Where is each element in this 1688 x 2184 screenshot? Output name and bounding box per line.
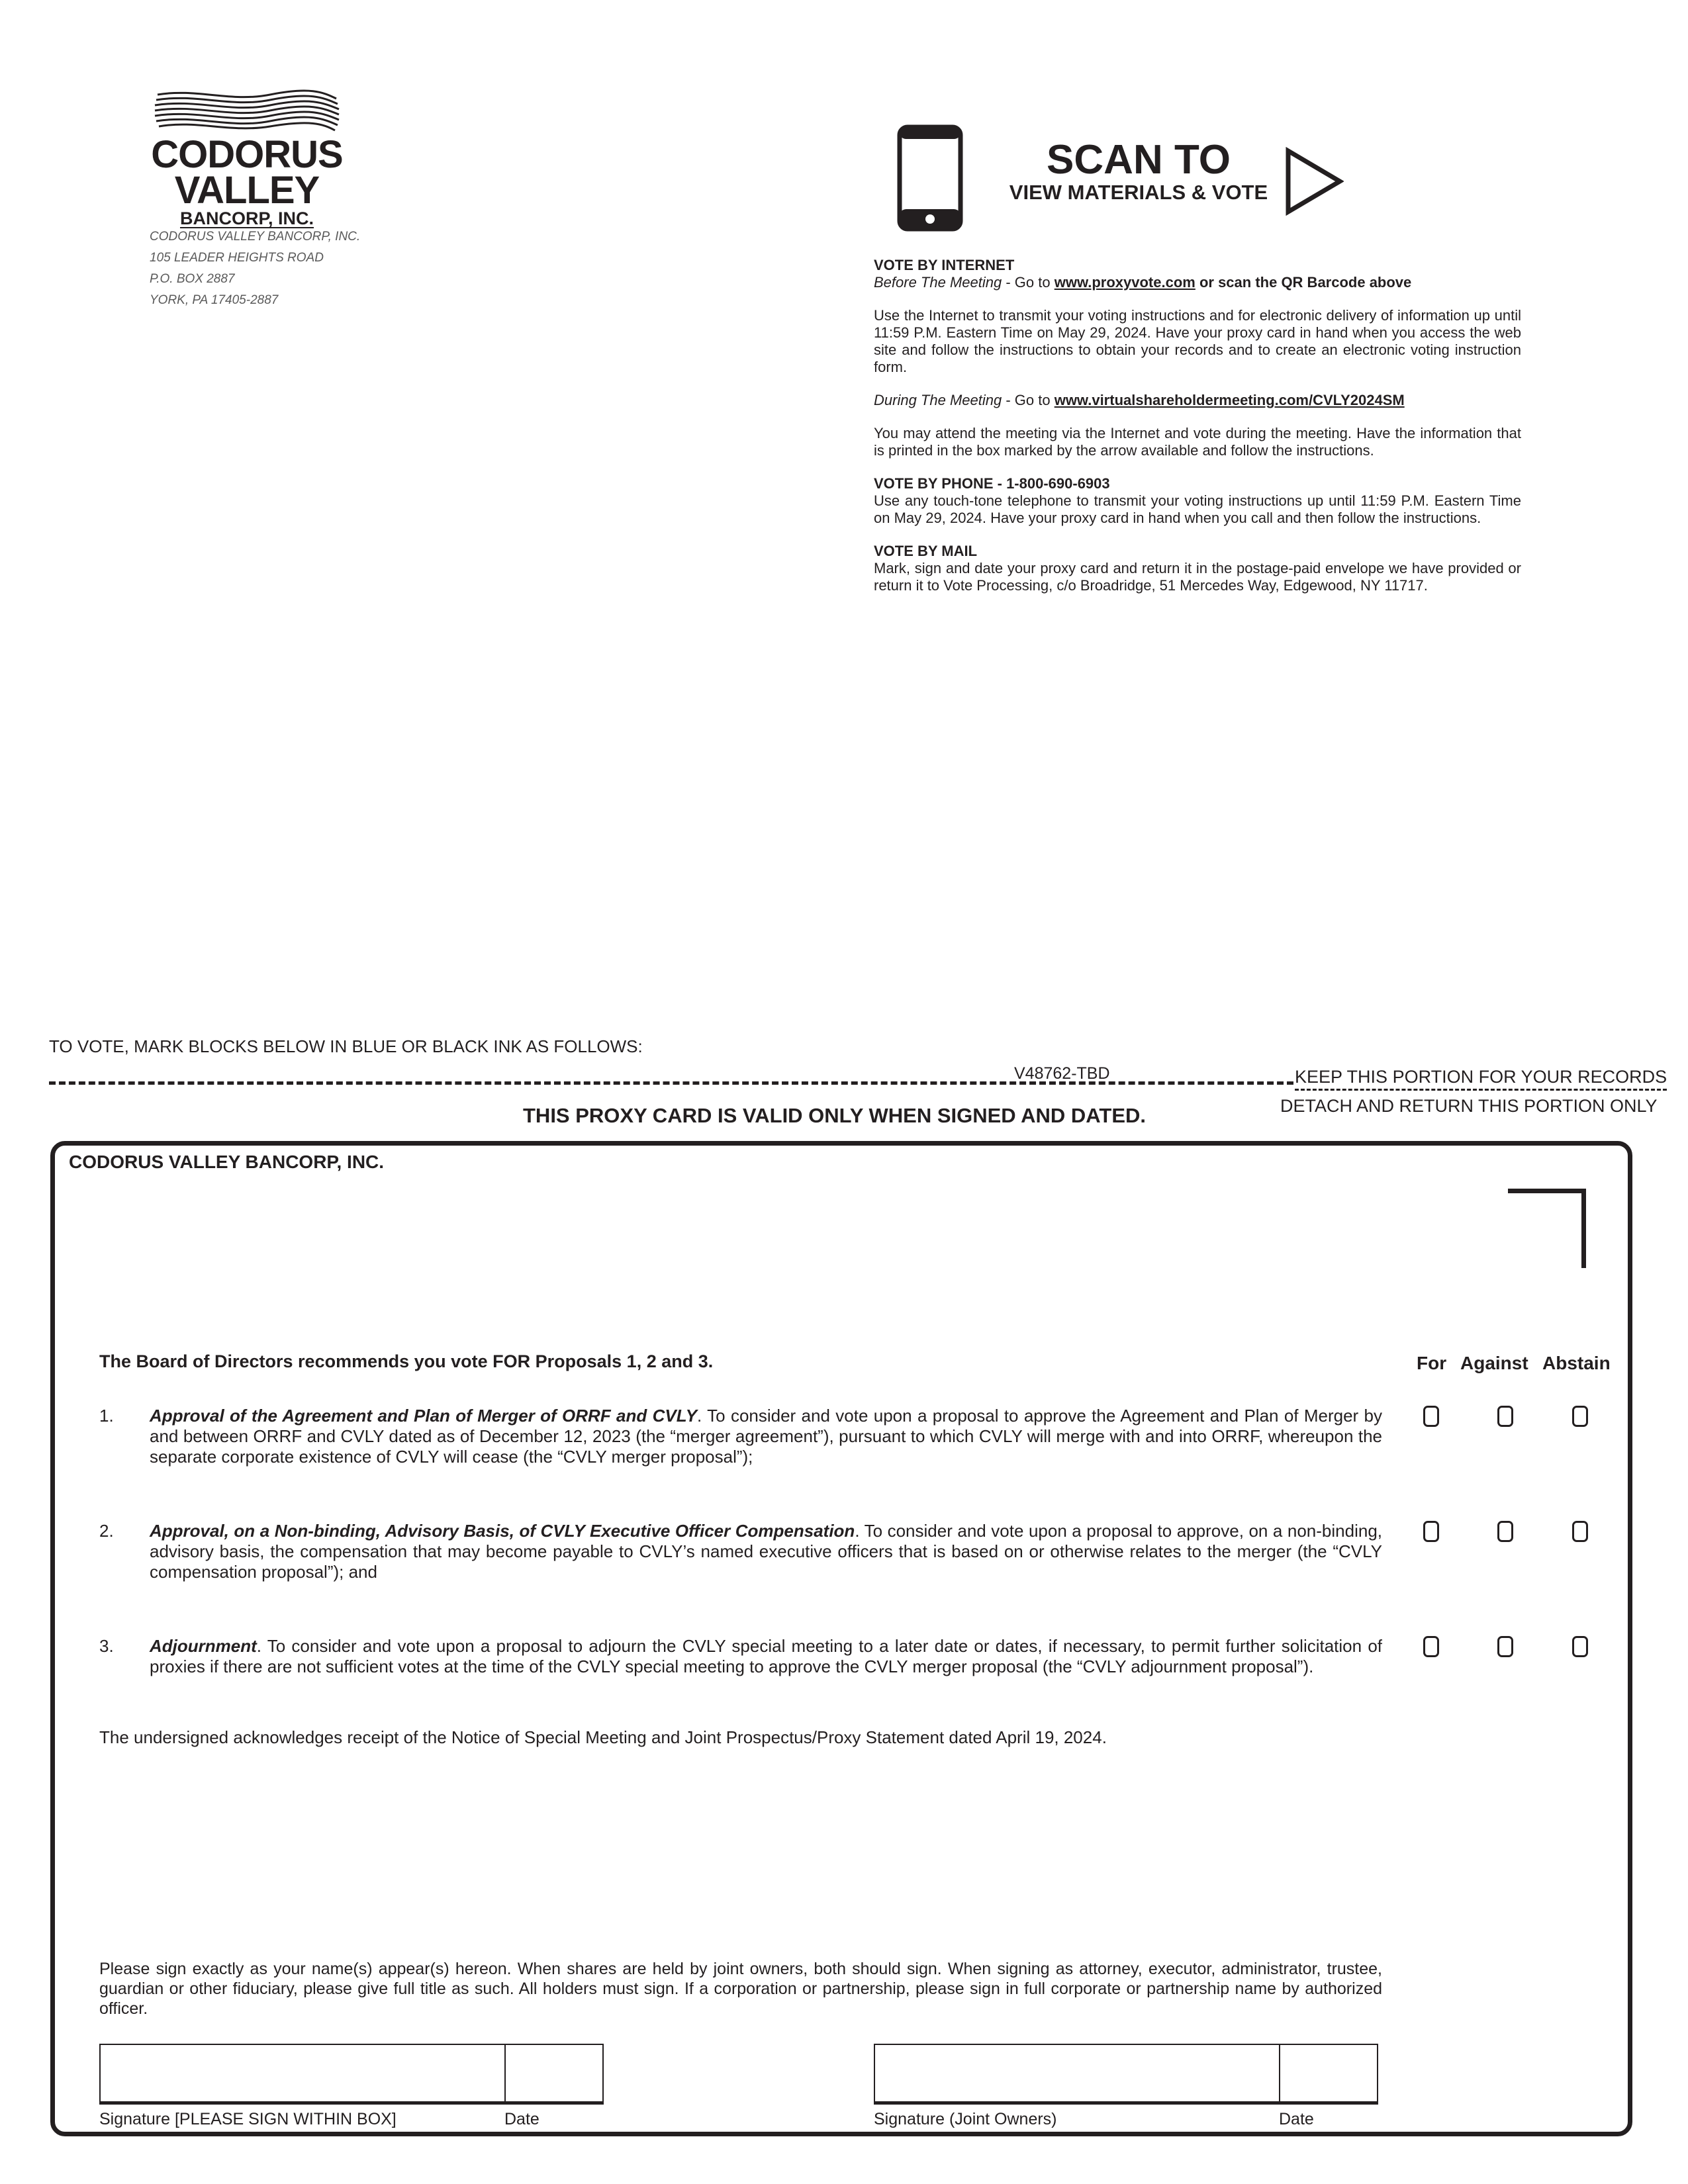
during-goto-text: - Go to bbox=[1002, 392, 1055, 408]
during-meeting-body: You may attend the meeting via the Internet and vote during the meeting. Have the information that is printed in the box marked by the arrow available and follow the instructions. bbox=[874, 425, 1521, 459]
before-goto-text: - Go to bbox=[1002, 274, 1055, 291]
joint-signature-date-box[interactable] bbox=[1280, 2044, 1378, 2103]
column-header-for: For bbox=[1417, 1353, 1447, 1373]
column-header-abstain: Abstain bbox=[1542, 1353, 1611, 1373]
proposal-title: Approval of the Agreement and Plan of Merger of ORRF and CVLY bbox=[150, 1406, 698, 1426]
mark-instruction: TO VOTE, MARK BLOCKS BELOW IN BLUE OR BLACK INK AS FOLLOWS: bbox=[49, 1036, 643, 1056]
logo-line-3: BANCORP, INC. bbox=[179, 208, 314, 228]
address-line: CODORUS VALLEY BANCORP, INC. bbox=[150, 230, 361, 244]
date-label: Date bbox=[504, 2110, 539, 2128]
proposal-2-for-checkbox[interactable] bbox=[1423, 1521, 1439, 1542]
company-logo bbox=[151, 89, 343, 228]
joint-signature-label: Signature (Joint Owners) bbox=[874, 2110, 1057, 2128]
keep-portion-label: KEEP THIS PORTION FOR YOUR RECORDS bbox=[1295, 1067, 1667, 1091]
mail-body: Mark, sign and date your proxy card and return it in the postage-paid envelope we have provided or return it to Vote Processing, c/o Broadridge, 51 Mercedes Way, Edgewood, NY 11717. bbox=[874, 560, 1521, 594]
proxyvote-link[interactable]: www.proxyvote.com bbox=[1054, 274, 1196, 291]
proposal-title: Approval, on a Non-binding, Advisory Basis, of CVLY Executive Officer Compensation bbox=[150, 1521, 855, 1541]
detach-portion-label: DETACH AND RETURN THIS PORTION ONLY bbox=[1280, 1096, 1658, 1116]
voting-instructions bbox=[874, 257, 1521, 594]
proposal-1-for-checkbox[interactable] bbox=[1423, 1406, 1439, 1427]
valid-only-when-signed-note: THIS PROXY CARD IS VALID ONLY WHEN SIGNED AND DATED. bbox=[523, 1104, 1147, 1127]
proposal-number: 3. bbox=[99, 1636, 114, 1656]
arrow-right-icon bbox=[1284, 147, 1344, 219]
signature-baseline bbox=[99, 2101, 604, 2105]
joint-date-label: Date bbox=[1279, 2110, 1314, 2128]
address-line: YORK, PA 17405-2887 bbox=[150, 293, 279, 307]
address-line: 105 LEADER HEIGHTS ROAD bbox=[150, 251, 324, 265]
virtual-meeting-link[interactable]: www.virtualshareholdermeeting.com/CVLY2024SM bbox=[1054, 392, 1405, 408]
proposal-2-abstain-checkbox[interactable] bbox=[1572, 1521, 1588, 1542]
proposal-number: 2. bbox=[99, 1521, 114, 1541]
scan-to-vote-heading bbox=[980, 137, 1297, 205]
proposal-3-abstain-checkbox[interactable] bbox=[1572, 1636, 1588, 1657]
joint-signature-box[interactable] bbox=[874, 2044, 1280, 2103]
before-tail-text: or scan the QR Barcode above bbox=[1195, 274, 1412, 291]
proposal-description: . To consider and vote upon a proposal to approve, on a non-binding, advisory basis, the compensation that may become payable to CVLY’s named executive officers that is based on or otherwise relates to the merger (the “CVLY compensation proposal”); and bbox=[150, 1521, 1382, 1582]
corner-registration-mark bbox=[1508, 1189, 1586, 1268]
acknowledgement-text: The undersigned acknowledges receipt of the Notice of Special Meeting and Joint Prospectus/Proxy Statement dated April 19, 2024. bbox=[99, 1727, 1107, 1747]
signing-instructions: Please sign exactly as your name(s) appear(s) hereon. When shares are held by joint owners, both should sign. When signing as attorney, executor, administrator, trustee, guardian or other fiduciary, please give full title as such. All holders must sign. If a corporation or partnership, please sign in full corporate or partnership name by authorized officer. bbox=[99, 1960, 1382, 2018]
proposal-3-for-checkbox[interactable] bbox=[1423, 1636, 1439, 1657]
before-meeting-label: Before The Meeting bbox=[874, 274, 1002, 291]
signature-label: Signature [PLEASE SIGN WITHIN BOX] bbox=[99, 2110, 397, 2128]
vote-phone-heading: VOTE BY PHONE - 1-800-690-6903 bbox=[874, 475, 1110, 492]
proposal-number: 1. bbox=[99, 1406, 114, 1426]
during-meeting-label: During The Meeting bbox=[874, 392, 1002, 408]
proposal-3-against-checkbox[interactable] bbox=[1497, 1636, 1513, 1657]
proposal-description: . To consider and vote upon a proposal to adjourn the CVLY special meeting to a later date or dates, if necessary, to permit further solicitation of proxies if there are not sufficient votes at the time of the CVLY special meeting to approve the CVLY merger proposal (the “CVLY adjournment proposal”). bbox=[150, 1636, 1382, 1676]
logo-line-2: VALLEY bbox=[174, 169, 320, 212]
company-name: CODORUS VALLEY BANCORP, INC. bbox=[69, 1152, 385, 1172]
proposal-2-against-checkbox[interactable] bbox=[1497, 1521, 1513, 1542]
phone-body: Use any touch-tone telephone to transmit your voting instructions up until 11:59 P.M. Eastern Time on May 29, 2024. Have your proxy card in hand when you call and then follow the instructions. bbox=[874, 492, 1521, 526]
joint-signature-baseline bbox=[874, 2101, 1378, 2105]
proposal-description: . To consider and vote upon a proposal to approve the Agreement and Plan of Merger by and between ORRF and CVLY dated as of December 12, 2023 (the “merger agreement”), pursuant to which CVLY will merge with and into ORRF, whereupon the separate corporate existence of CVLY will cease (the “CVLY merger proposal”); bbox=[150, 1406, 1383, 1467]
signature-date-box[interactable] bbox=[506, 2044, 604, 2103]
column-header-against: Against bbox=[1460, 1353, 1528, 1373]
scan-heading-line-2: VIEW MATERIALS & VOTE bbox=[1009, 181, 1268, 204]
proposal-title: Adjournment bbox=[150, 1636, 257, 1656]
board-recommendation: The Board of Directors recommends you vote FOR Proposals 1, 2 and 3. bbox=[99, 1351, 714, 1371]
internet-body: Use the Internet to transmit your voting instructions and for electronic delivery of information up until 11:59 P.M. Eastern Time on May 29, 2024. Have your proxy card in hand when you access the web site and follow the instructions to obtain your records and to create an electronic voting instruction form. bbox=[874, 307, 1521, 375]
before-meeting-line bbox=[874, 274, 1521, 291]
proposal-1-abstain-checkbox[interactable] bbox=[1572, 1406, 1588, 1427]
smartphone-icon bbox=[897, 124, 963, 235]
proposal-1-against-checkbox[interactable] bbox=[1497, 1406, 1513, 1427]
return-address bbox=[150, 226, 360, 311]
detach-dashed-line bbox=[49, 1081, 1293, 1085]
vote-mail-heading: VOTE BY MAIL bbox=[874, 543, 978, 559]
vote-internet-heading: VOTE BY INTERNET bbox=[874, 257, 1015, 273]
proposal-3-text bbox=[150, 1636, 1382, 1677]
during-meeting-line bbox=[874, 392, 1521, 409]
proposal-1-text bbox=[150, 1406, 1382, 1467]
address-line: P.O. BOX 2887 bbox=[150, 272, 235, 286]
control-code: V48762-TBD bbox=[1014, 1064, 1110, 1083]
proposal-2-text bbox=[150, 1521, 1382, 1582]
logo-line-1: CODORUS bbox=[151, 133, 343, 176]
wave-lines-icon bbox=[151, 89, 343, 134]
signature-box[interactable] bbox=[99, 2044, 506, 2103]
scan-heading-line-1: SCAN TO bbox=[1047, 137, 1231, 183]
